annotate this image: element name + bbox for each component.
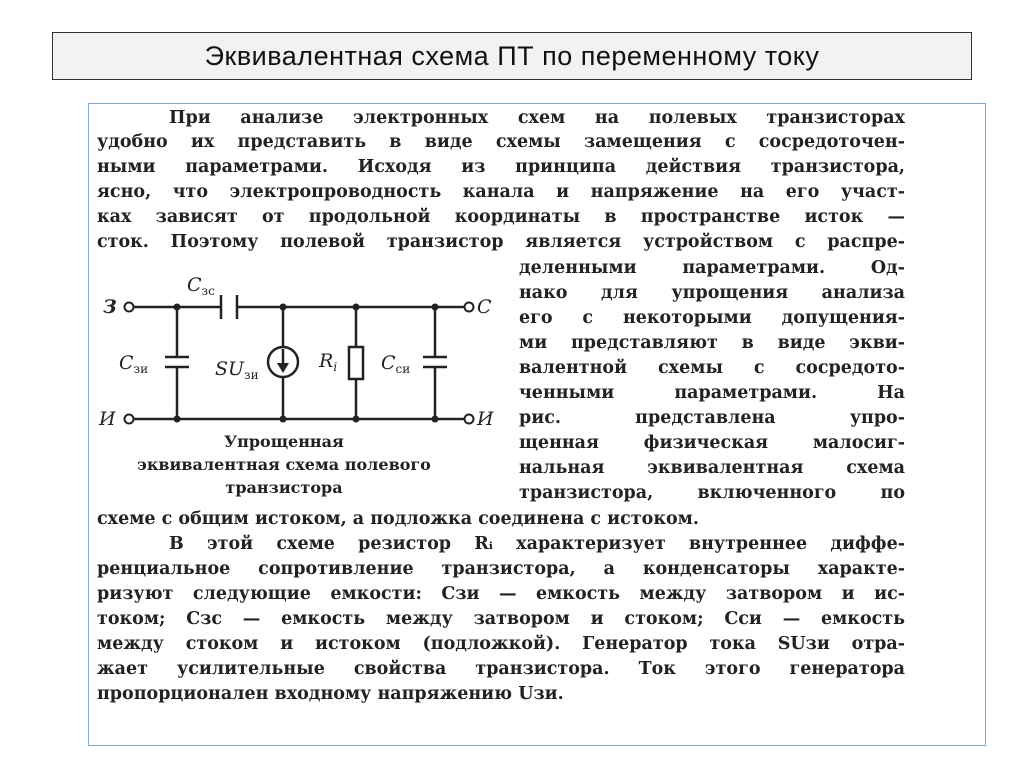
label-c-zs: $C_{зс}$ <box>187 274 215 298</box>
label-c-zi: $C_{зи}$ <box>119 352 149 376</box>
text-line: транзистора, включенного по <box>519 483 905 503</box>
label-gate: З <box>103 296 117 318</box>
text-line: деленными параметрами. Од- <box>519 258 905 278</box>
junction-dot <box>280 416 287 423</box>
label-source-right: И <box>477 408 494 430</box>
junction-dot <box>353 304 360 311</box>
slide-title-box <box>52 32 972 80</box>
junction-dot <box>432 416 439 423</box>
figure-caption: Упрощенная эквивалентная схема полевого транзистора <box>137 432 431 497</box>
text-line: ках зависят от продольной координаты в пространстве исток — <box>97 207 905 227</box>
text-line: рис. представлена упро- <box>519 408 905 428</box>
text-line: схеме с общим истоком, а подложка соединена с истоком. <box>97 509 699 529</box>
label-su-zi: $SU_{зи}$ <box>215 358 259 382</box>
current-source-symbol <box>268 347 298 377</box>
text-line: В этой схеме резистор Rᵢ характеризует внутреннее диффе- <box>169 534 905 554</box>
text-line: При анализе электронных схем на полевых транзисторах <box>169 108 905 128</box>
junction-dot <box>174 416 181 423</box>
text-line: между стоком и истоком (подложкой). Генератор тока SUзи отра- <box>97 634 905 654</box>
document-scan <box>88 103 986 746</box>
text-line: его с некоторыми допущения- <box>519 308 905 328</box>
terminal-source-left <box>125 415 134 424</box>
text-line: ми представляют в виде экви- <box>519 333 905 353</box>
terminal-source-right <box>465 415 474 424</box>
text-line: током; Cзс — емкость между затвором и стоком; Cси — емкость <box>97 609 905 629</box>
label-drain: С <box>477 296 492 318</box>
junction-dot <box>353 416 360 423</box>
terminal-gate <box>125 303 134 312</box>
label-c-si: $C_{си}$ <box>381 352 411 376</box>
text-line: жает усилительные свойства транзистора. Ток этого генератора <box>97 659 905 679</box>
terminal-drain <box>465 303 474 312</box>
text-line: удобно их представить в виде схемы замещения с сосредоточен- <box>97 132 905 152</box>
text-line: ризуют следующие емкости: Cзи — емкость между затвором и ис- <box>97 584 905 604</box>
label-r-i: $R_i$ <box>319 350 338 374</box>
text-line: ными параметрами. Исходя из принципа действия транзистора, <box>97 157 905 177</box>
text-line: пропорционален входному напряжению Uзи. <box>97 684 564 704</box>
junction-dot <box>174 304 181 311</box>
text-line: валентной схемы с сосредото- <box>519 358 905 378</box>
junction-dot <box>280 304 287 311</box>
junction-dot <box>432 304 439 311</box>
text-line: ясно, что электропроводность канала и напряжение на его участ- <box>97 182 905 202</box>
label-source-left: И <box>99 408 116 430</box>
text-line: ренциальное сопротивление транзистора, а конденсаторы характе- <box>97 559 905 579</box>
text-line: сток. Поэтому полевой транзистор является устройством с распре- <box>97 232 905 252</box>
equivalent-circuit-diagram <box>91 269 511 439</box>
text-line: ченными параметрами. На <box>519 383 905 403</box>
text-line: нако для упрощения анализа <box>519 283 905 303</box>
slide-title: Эквивалентная схема ПТ по переменному току <box>204 40 820 71</box>
text-line: нальная эквивалентная схема <box>519 458 905 478</box>
text-line: щенная физическая малосиг- <box>519 433 905 453</box>
